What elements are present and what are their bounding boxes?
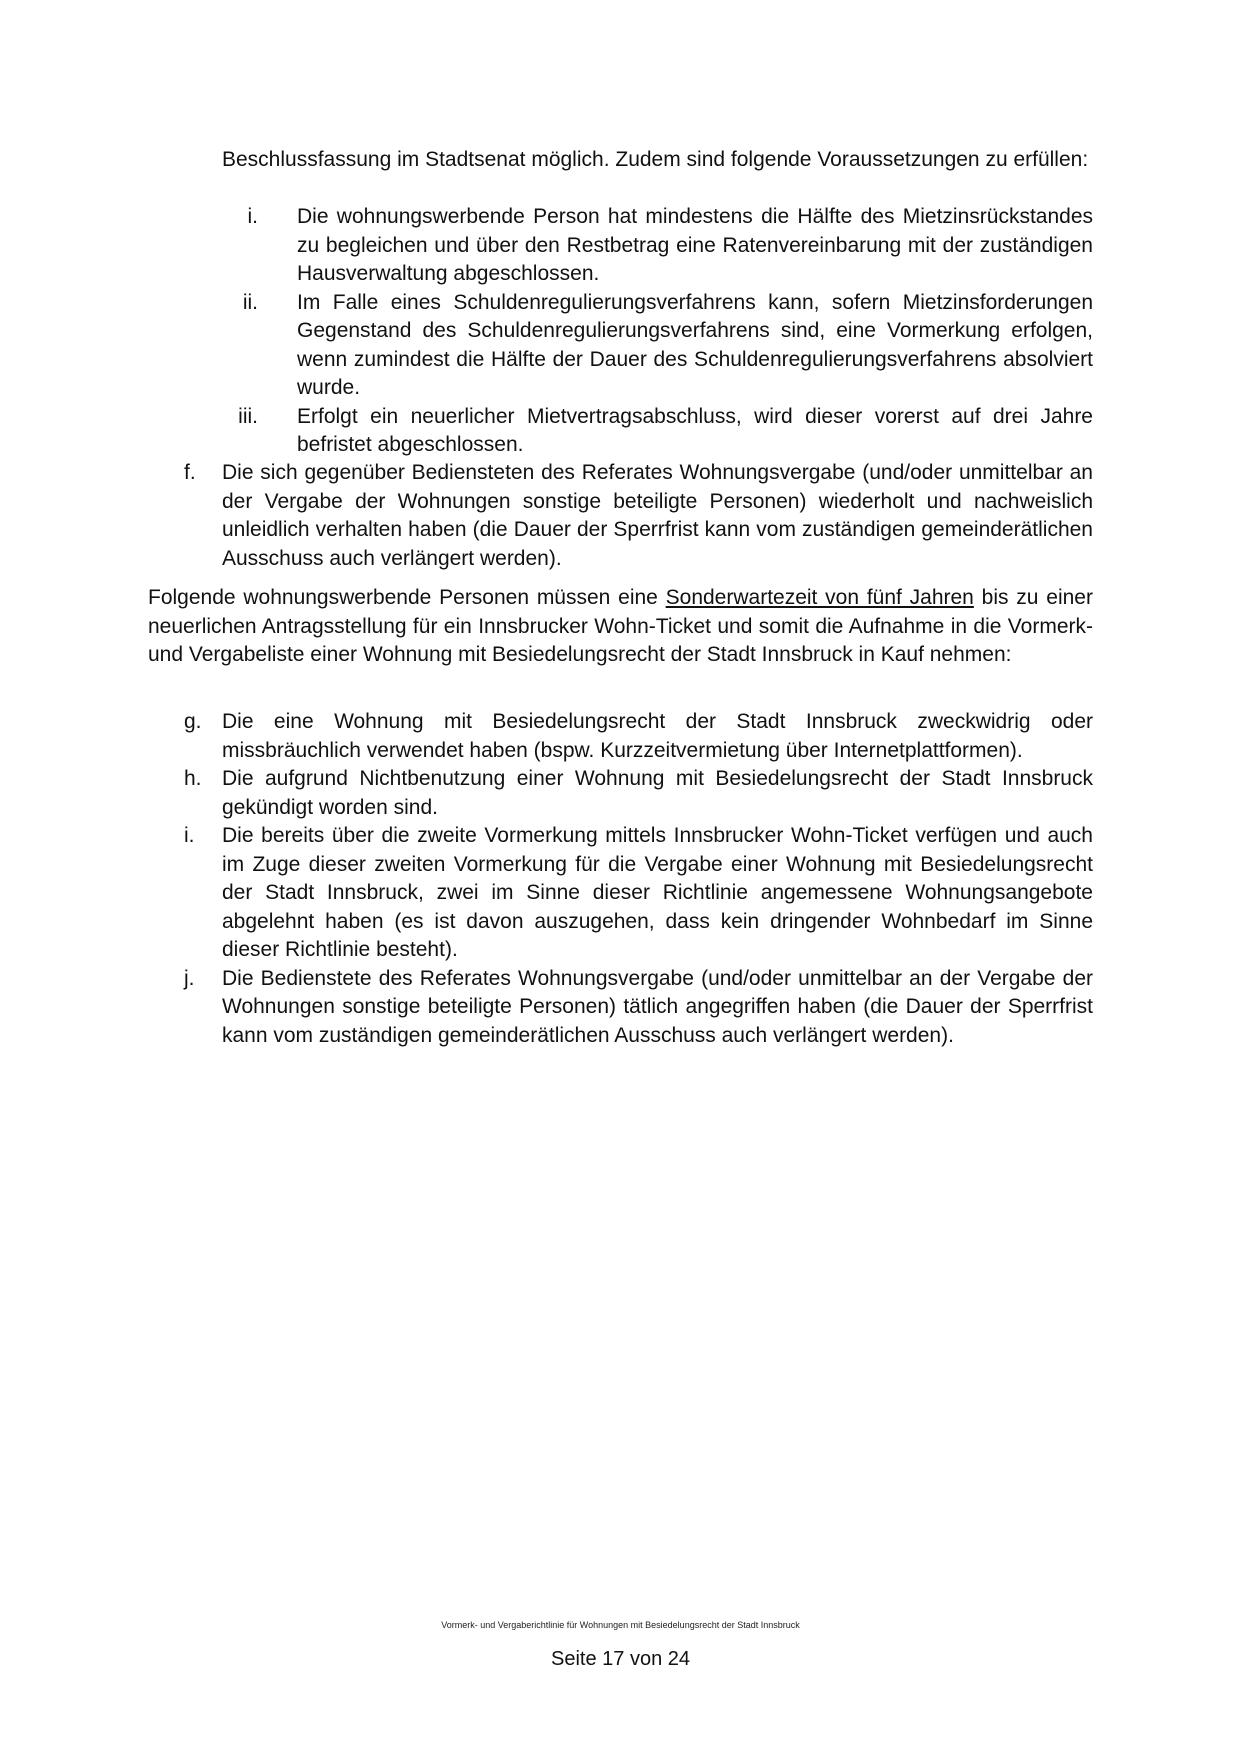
list-item <box>148 765 1093 822</box>
list-item-text: Die Bedienstete des Referates Wohnungsvergabe (und/oder unmittelbar an der Vergabe der Wohnungen sonstige beteiligte Personen) tätlich angegriffen haben (die Dauer der Sperrfrist kann vom zuständigen gemeinderätlichen Ausschuss auch verlängert werden). <box>222 966 1093 1047</box>
list-marker: g. <box>184 710 202 733</box>
list-item <box>222 203 1093 289</box>
list-item-text: Die bereits über die zweite Vormerkung mittels Innsbrucker Wohn-Ticket verfügen und auch im Zuge dieser zweiten Vormerkung für die Vergabe einer Wohnung mit Besiedelungsrecht der Stadt Innsbruck, zwei im Sinne dieser Richtlinie angemessene Wohnungsangebote abgelehnt haben (es ist davon auszugehen, dass kein dringender Wohnbedarf im Sinne dieser Richtlinie besteht). <box>222 824 1093 961</box>
paragraph-text-after: bis zu einer neuerlichen Antragsstellung für ein Innsbrucker Wohn-Ticket und somit die Aufnahme in die Vormerk- und Vergabeliste einer Wohnung mit Besiedelungsrecht der Stadt Innsbruck in Kauf nehmen: <box>148 586 1093 666</box>
sonderwartezeit-paragraph <box>148 584 1093 670</box>
list-marker: j. <box>184 966 195 990</box>
list-item-text: Erfolgt ein neuerlicher Mietvertragsabschluss, wird dieser vorerst auf drei Jahre befristet abgeschlossen. <box>297 404 1093 456</box>
list-item <box>222 289 1093 403</box>
footer-page-number: Seite 17 von 24 <box>551 1648 690 1670</box>
list-item-text: Die sich gegenüber Bediensteten des Referates Wohnungsvergabe (und/oder unmittelbar an der Vergabe der Wohnungen sonstige beteiligte Personen) wiederholt und nachweislich unleidlich verhalten haben (die Dauer der Sperrfrist kann vom zuständigen gemeinderätlichen Ausschuss auch verlängert werden). <box>222 461 1093 570</box>
list-item-text: Die wohnungswerbende Person hat mindestens die Hälfte des Mietzinsrückstandes zu begleichen und über den Restbetrag eine Ratenvereinbarung mit der zuständigen Hausverwaltung abgeschlossen. <box>297 205 1093 285</box>
item-f-list <box>148 459 1093 573</box>
list-marker: h. <box>184 767 202 790</box>
list-marker: i. <box>247 205 258 228</box>
list-item <box>148 459 1093 573</box>
list-item-text: Die aufgrund Nichtbenutzung einer Wohnung mit Besiedelungsrecht der Stadt Innsbruck gekündigt worden sind. <box>222 767 1093 819</box>
list-marker: f. <box>184 461 196 484</box>
list-item <box>148 965 1093 1051</box>
paragraph-underlined-text: Sonderwartezeit von fünf Jahren <box>665 586 974 609</box>
list-item <box>148 822 1093 965</box>
footer-document-title: Vormerk- und Vergaberichtlinie für Wohnungen mit Besiedelungsrecht der Stadt Innsbruck <box>441 1620 800 1630</box>
items-g-to-j-list <box>148 708 1093 1050</box>
list-marker: ii. <box>242 290 258 314</box>
item-e-subitem-list <box>222 203 1093 460</box>
list-item-text: Die eine Wohnung mit Besiedelungsrecht der Stadt Innsbruck zweckwidrig oder missbräuchlich verwendet haben (bspw. Kurzzeitvermietung über Internetplattformen). <box>222 710 1093 762</box>
list-item <box>148 708 1093 765</box>
list-marker: i. <box>184 824 195 847</box>
list-item-text: Im Falle eines Schuldenregulierungsverfahrens kann, sofern Mietzinsforderungen Gegenstand des Schuldenregulierungsverfahrens sind, eine Vormerkung erfolgen, wenn zumindest die Hälfte der Dauer des Schuldenregulierungsverfahrens absolviert wurde. <box>297 290 1093 399</box>
item-e-continuation: Beschlussfassung im Stadtsenat möglich. Zudem sind folgende Voraussetzungen zu erfüllen: <box>222 148 1089 171</box>
paragraph-text-before: Folgende wohnungswerbende Personen müssen eine <box>148 586 666 609</box>
list-marker: iii. <box>238 404 258 428</box>
list-item <box>222 403 1093 460</box>
